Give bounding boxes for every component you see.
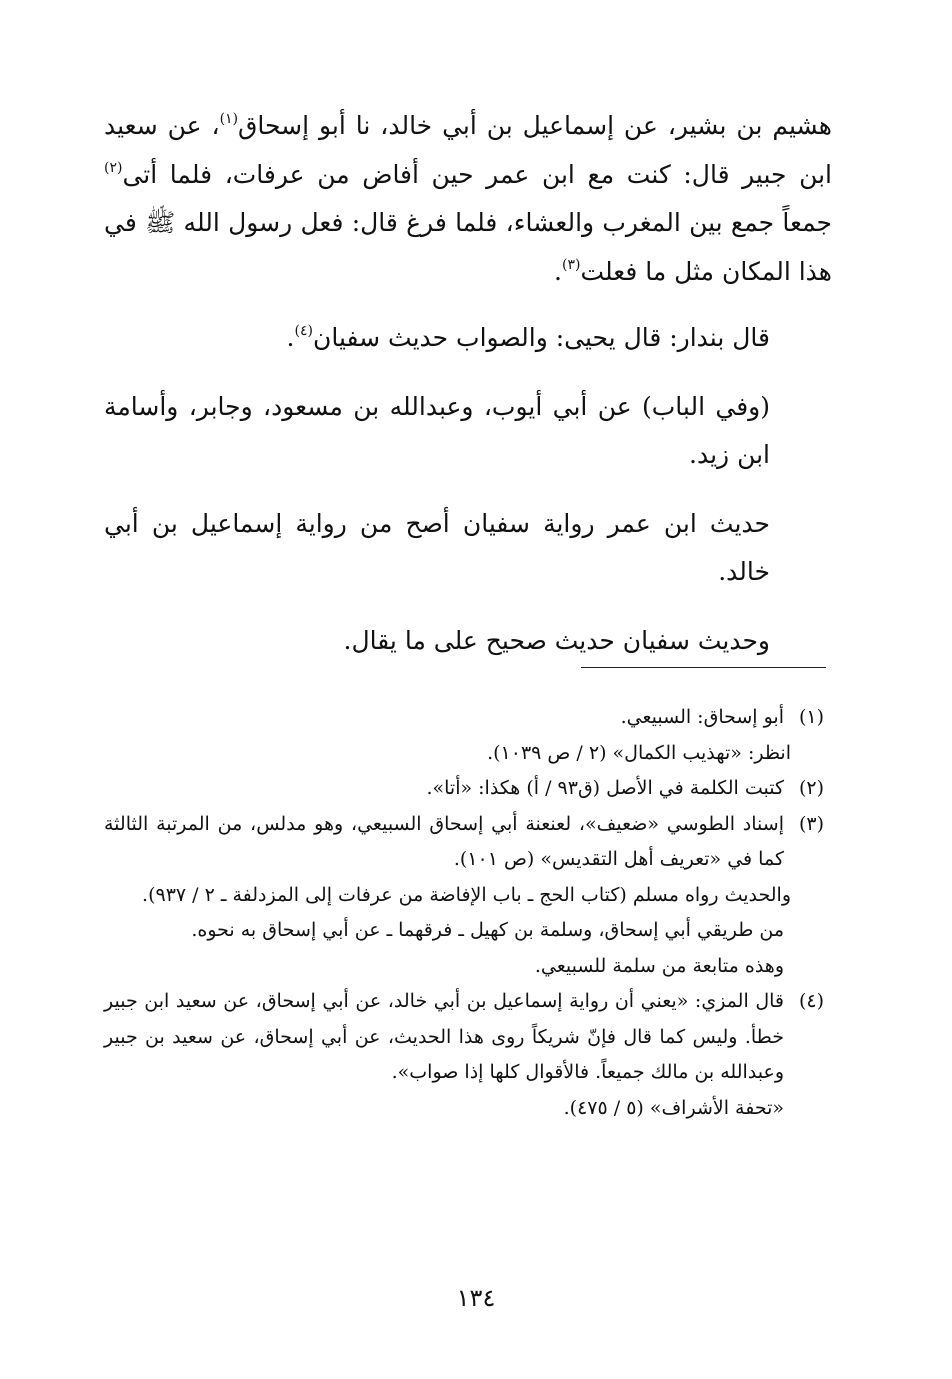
paragraph-text: قال بندار: قال يحيى: والصواب حديث سفيان: [312, 323, 770, 352]
paragraph-text: جمعاً جمع بين المغرب والعشاء، فلما فرغ قال: فعل رسول الله ﷺ في هذا المكان مثل ما فعلت: [104, 208, 832, 286]
footnote-number: (١): [798, 706, 824, 728]
footnote-ref-2: (٢): [104, 159, 123, 176]
footnote-number: (٢): [798, 777, 824, 799]
paragraph-ibn-umar: حديث ابن عمر رواية سفيان أصح من رواية إسماعيل بن أبي خالد.: [104, 508, 770, 586]
footnote-3-paths: من طريقي أبي إسحاق، وسلمة بن كهيل ـ فرقهما ـ عن أبي إسحاق به نحوه.: [191, 919, 784, 941]
footnote-4-reference: «تحفة الأشراف» (٥ / ٤٧٥).: [563, 1096, 784, 1119]
paragraph-text: .: [554, 256, 562, 286]
paragraph-text: هشيم بن بشير، عن إسماعيل بن أبي خالد، نا أبو إسحاق: [238, 111, 832, 140]
paragraph-hadith: [104, 102, 832, 296]
paragraph-text: .: [286, 323, 295, 352]
footnote-1: [104, 700, 824, 736]
footnote-3-muslim: والحديث رواه مسلم (كتاب الحج ـ باب الإفاضة من عرفات إلى المزدلفة ـ ٢ / ٩٣٧).: [142, 883, 791, 906]
paragraph-bab: (وفي الباب) عن أبي أيوب، وعبدالله بن مسعود، وجابر، وأسامة ابن زيد.: [104, 391, 770, 469]
paragraph-bundar: [104, 314, 832, 363]
paragraph-sufyan: وحديث سفيان حديث صحيح على ما يقال.: [343, 625, 770, 655]
footnote-ref-1: (١): [219, 111, 239, 127]
footnote-text: قال المزي: «يعني أن رواية إسماعيل بن أبي خالد، عن أبي إسحاق، عن سعيد ابن جبير خطأ. وليس كما قال فإنّ شريكاً روى هذا الحديث، عن أبي إسحاق، عن سعيد بن جبير وعبدالله بن مالك جميعاً. فالأقوال كلها إذا صواب».: [104, 990, 784, 1083]
footnotes: [104, 700, 824, 1126]
footnote-number: (٤): [798, 990, 824, 1012]
footnote-3: [104, 807, 824, 878]
footnote-3-mutabaa: وهذه متابعة من سلمة للسبيعي.: [534, 954, 784, 977]
footnote-text: كتبت الكلمة في الأصل (ق٩٣ / أ) هكذا: «أتا».: [426, 777, 784, 799]
footnote-separator: [581, 667, 826, 668]
footnote-text: إسناد الطوسي «ضعيف»، لعنعنة أبي إسحاق السبيعي، وهو مدلس، من المرتبة الثالثة كما في «تعريف أهل التقديس» (ص ١٠١).: [104, 812, 784, 870]
main-text: [104, 102, 832, 665]
footnote-2: [104, 771, 824, 807]
footnote-4: [104, 984, 824, 1091]
footnote-ref-3: (٣): [561, 256, 581, 273]
paragraph-text: ، عن سعيد ابن جبير قال: كنت مع ابن عمر حين أفاض من عرفات، فلما أتى: [104, 111, 832, 189]
footnote-ref-4: (٤): [294, 323, 313, 339]
footnote-text: أبو إسحاق: السبيعي.: [620, 706, 784, 728]
page-number: ١٣٤: [456, 1284, 496, 1312]
footnote-1-reference: انظر: «تهذيب الكمال» (٢ / ص ١٠٣٩).: [487, 741, 791, 764]
footnote-number: (٣): [798, 812, 824, 835]
